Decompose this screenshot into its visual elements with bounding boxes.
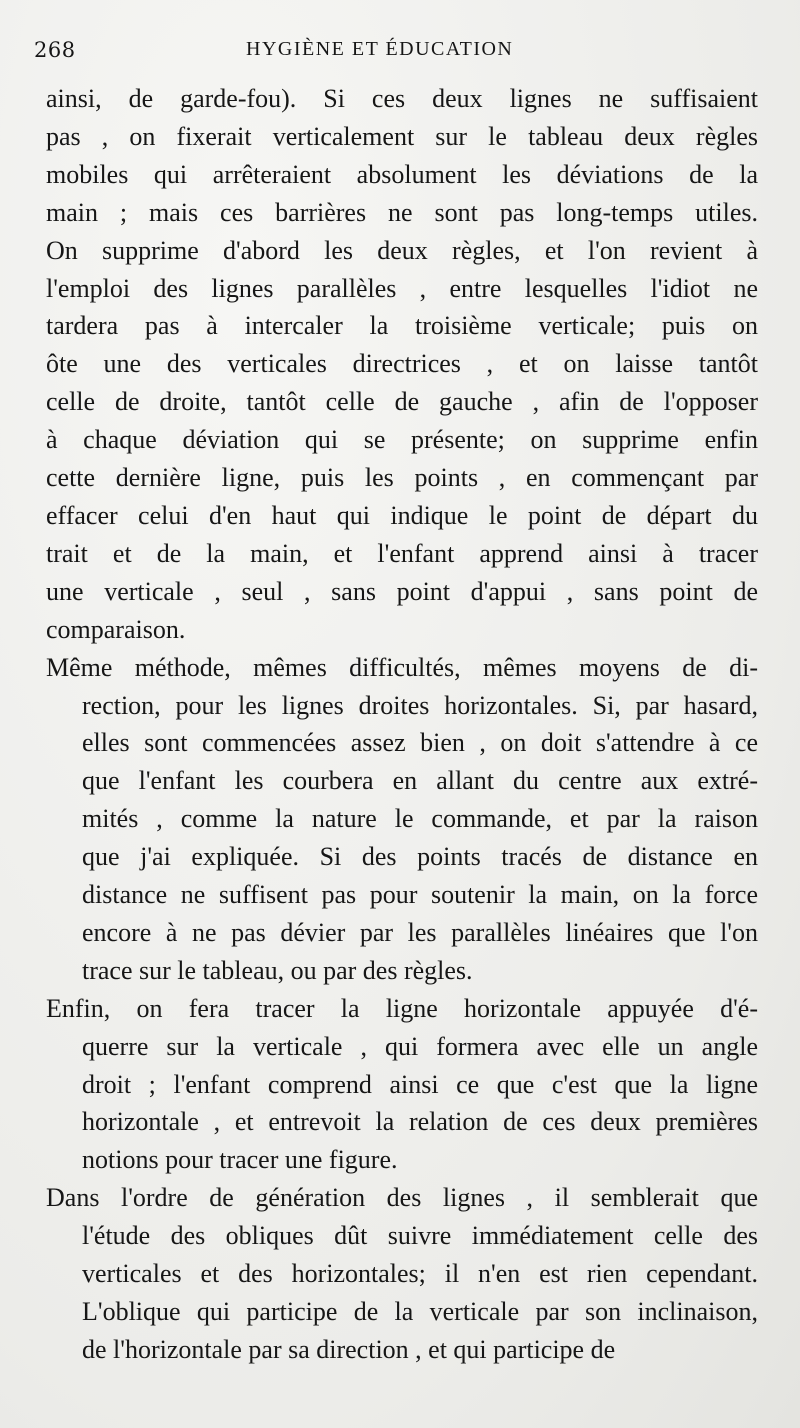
text-line: l'étude des obliques dût suivre immédiatement celle des bbox=[82, 1221, 758, 1251]
text-line: rection, pour les lignes droites horizontales. Si, par hasard, bbox=[82, 690, 758, 720]
text-line: mobiles qui arrêteraient absolument les déviations de la bbox=[46, 159, 758, 189]
paragraph-4 bbox=[46, 1179, 758, 1369]
text-line: à chaque déviation qui se présente; on supprime enfin bbox=[46, 425, 758, 455]
text-line: effacer celui d'en haut qui indique le point de départ du bbox=[46, 500, 758, 530]
text-line: On supprime d'abord les deux règles, et l'on revient à bbox=[46, 235, 758, 265]
text-line: de l'horizontale par sa direction , et qui participe de bbox=[82, 1334, 616, 1364]
text-line: comparaison. bbox=[46, 614, 186, 644]
text-line: L'oblique qui participe de la verticale par son inclinaison, bbox=[82, 1297, 758, 1326]
text-line: tardera pas à intercaler la troisième verticale; puis on bbox=[46, 311, 758, 341]
text-line: trace sur le tableau, ou par des règles. bbox=[82, 955, 473, 985]
text-line: distance ne suffisent pas pour soutenir la main, on la force bbox=[82, 880, 758, 910]
text-line: ainsi, de garde-fou). Si ces deux lignes ne suffisaient bbox=[46, 84, 758, 113]
text-line: mités , comme la nature le commande, et par la raison bbox=[82, 804, 758, 834]
text-line: main ; mais ces barrières ne sont pas long-temps utiles. bbox=[46, 197, 758, 227]
paragraph-1 bbox=[46, 80, 758, 649]
text-line: querre sur la verticale , qui formera avec elle un angle bbox=[82, 1031, 758, 1061]
paragraph-3 bbox=[46, 990, 758, 1180]
text-line: ôte une des verticales directrices , et on laisse tantôt bbox=[46, 349, 758, 379]
text-line: horizontale , et entrevoit la relation de ces deux premières bbox=[82, 1107, 758, 1137]
running-head: HYGIÈNE ET ÉDUCATION bbox=[246, 38, 514, 60]
text-line: celle de droite, tantôt celle de gauche , afin de l'opposer bbox=[46, 387, 758, 417]
text-line: une verticale , seul , sans point d'appui , sans point de bbox=[46, 576, 758, 606]
body-text bbox=[46, 80, 758, 1369]
paragraph-2 bbox=[46, 649, 758, 990]
text-line: Enfin, on fera tracer la ligne horizontale appuyée d'é- bbox=[46, 993, 758, 1023]
text-line: Dans l'ordre de génération des lignes , il semblerait que bbox=[46, 1183, 758, 1213]
text-line: elles sont commencées assez bien , on doit s'attendre à ce bbox=[82, 728, 758, 758]
page-number: 268 bbox=[34, 38, 76, 62]
text-line: Même méthode, mêmes difficultés, mêmes moyens de di- bbox=[46, 652, 758, 682]
text-line: cette dernière ligne, puis les points , en commençant par bbox=[46, 463, 758, 493]
page-header bbox=[34, 38, 760, 72]
text-line: que j'ai expliquée. Si des points tracés de distance en bbox=[82, 842, 758, 872]
text-line: verticales et des horizontales; il n'en est rien cependant. bbox=[82, 1259, 758, 1289]
text-line: droit ; l'enfant comprend ainsi ce que c'est que la ligne bbox=[82, 1069, 758, 1099]
text-line: trait et de la main, et l'enfant apprend ainsi à tracer bbox=[46, 538, 758, 568]
text-line: notions pour tracer une figure. bbox=[82, 1145, 398, 1175]
text-line: l'emploi des lignes parallèles , entre lesquelles l'idiot ne bbox=[46, 273, 758, 303]
text-line: pas , on fixerait verticalement sur le tableau deux règles bbox=[46, 121, 758, 151]
text-line: encore à ne pas dévier par les parallèles linéaires que l'on bbox=[82, 917, 758, 947]
text-line: que l'enfant les courbera en allant du centre aux extré- bbox=[82, 766, 758, 796]
